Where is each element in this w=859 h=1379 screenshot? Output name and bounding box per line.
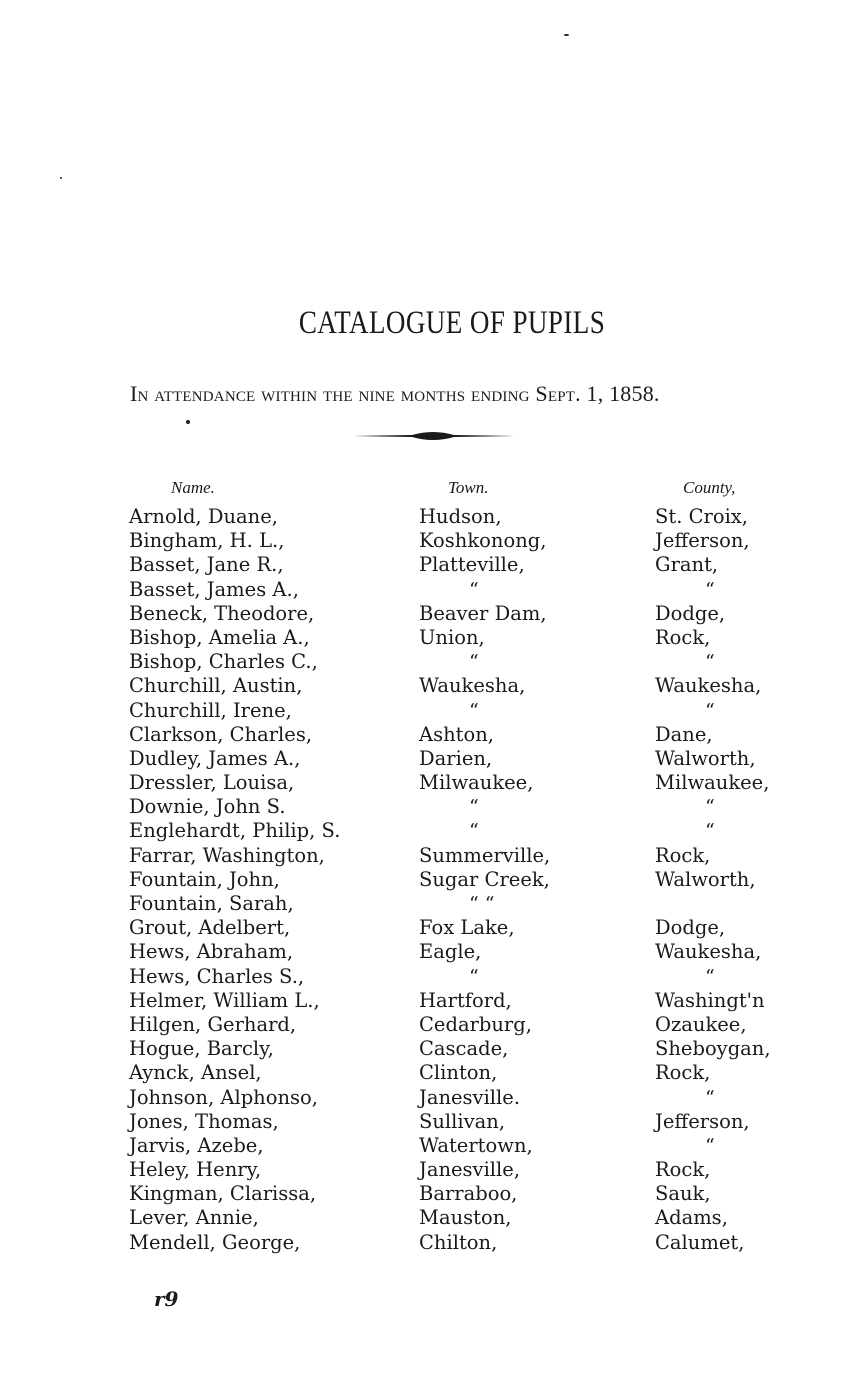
pupil-town: Cedarburg, — [419, 1012, 532, 1036]
pupil-county — [655, 1134, 771, 1158]
ditto-mark: “ — [705, 796, 715, 819]
pupil-town: Waukesha, — [419, 674, 526, 698]
pupil-town: Koshkonong, — [419, 529, 547, 553]
pupil-county — [655, 578, 771, 602]
ditto-mark: “ — [705, 651, 715, 674]
pupil-town: Beaver Dam, — [419, 601, 547, 625]
pupil-town: Ashton, — [419, 722, 494, 746]
pupil-name: Kingman, Clarissa, — [129, 1182, 317, 1206]
column-header-county: County, — [683, 478, 736, 497]
pupil-town — [419, 965, 550, 989]
pupil-county: Jefferson, — [655, 529, 750, 553]
pupil-county: Milwaukee, — [655, 771, 770, 795]
pupil-town: Janesville, — [419, 1158, 521, 1182]
ditto-mark: “ — [469, 699, 479, 722]
pupil-county: Jefferson, — [655, 1109, 750, 1133]
pupil-county: Walworth, — [655, 867, 756, 891]
pupil-town: Platteville, — [419, 553, 525, 577]
column-header-town: Town. — [448, 478, 489, 497]
pupil-town — [419, 699, 550, 723]
pupil-name: Farrar, Washington, — [129, 843, 325, 867]
ditto-mark: “ — [469, 820, 479, 843]
pupil-town-column — [419, 505, 550, 1255]
pupil-name: Jones, Thomas, — [129, 1109, 279, 1133]
pupil-town — [419, 795, 550, 819]
pupil-town: Mauston, — [419, 1206, 512, 1230]
pupil-town: Sugar Creek, — [419, 867, 550, 891]
pupil-county — [655, 965, 771, 989]
ditto-mark: “ — [705, 965, 715, 988]
pupil-name: Jarvis, Azebe, — [129, 1133, 264, 1157]
pupil-town: Cascade, — [419, 1037, 509, 1061]
ditto-mark: “ “ — [469, 893, 495, 915]
pupil-town: Barraboo, — [419, 1182, 518, 1206]
pupil-name: Aynck, Ansel, — [129, 1061, 262, 1085]
pupil-county: Rock, — [655, 1061, 711, 1085]
pupil-town: Watertown, — [419, 1133, 533, 1157]
pupil-county: Calumet, — [655, 1230, 745, 1254]
pupil-town: Hudson, — [419, 505, 502, 528]
pupil-name: Downie, John S. — [129, 795, 286, 819]
pupil-name: Bishop, Amelia A., — [129, 625, 310, 649]
pupil-name: Dudley, James A., — [129, 746, 301, 770]
pupil-name: Mendell, George, — [129, 1230, 301, 1254]
pupil-county: Walworth, — [655, 746, 756, 770]
pupil-county: Washingt'n — [655, 988, 765, 1012]
ditto-mark: “ — [705, 699, 715, 722]
pupil-name: Churchill, Irene, — [129, 698, 292, 722]
pupil-town — [419, 650, 550, 674]
pupil-name: Grout, Adelbert, — [129, 916, 291, 940]
pupil-name: Hogue, Barcly, — [129, 1037, 274, 1061]
pupil-county: Rock, — [655, 843, 711, 867]
pupil-name: Heley, Henry, — [129, 1158, 262, 1182]
pupil-county — [655, 650, 771, 674]
pupil-county — [655, 819, 771, 843]
ditto-mark: “ — [469, 965, 479, 988]
pupil-town: Union, — [419, 625, 485, 649]
pupil-county: Ozaukee, — [655, 1012, 747, 1036]
pupil-name: Lever, Annie, — [129, 1206, 259, 1230]
ditto-mark: “ — [469, 796, 479, 819]
pupil-town: Eagle, — [419, 940, 482, 964]
pupil-name: Clarkson, Charles, — [129, 722, 313, 746]
pupil-town: Darien, — [419, 746, 493, 770]
pupil-county: Grant, — [655, 553, 719, 577]
pupil-county: Dodge, — [655, 916, 726, 940]
pupil-county: Waukesha, — [655, 940, 762, 964]
pupil-county — [655, 892, 771, 916]
pupil-name: Englehardt, Philip, S. — [129, 819, 341, 843]
page-mark: r9 — [154, 1287, 179, 1311]
ink-speck — [564, 34, 569, 36]
pupil-town — [419, 578, 550, 602]
pupil-county — [655, 1086, 771, 1110]
pupil-town: Fox Lake, — [419, 916, 515, 940]
pupil-name: Dressler, Louisa, — [129, 771, 295, 795]
pupil-name: Johnson, Alphonso, — [129, 1085, 318, 1109]
pupil-town: Clinton, — [419, 1061, 498, 1085]
pupil-county: Waukesha, — [655, 674, 762, 698]
decorative-rule — [352, 428, 514, 444]
pupil-town: Hartford, — [419, 988, 512, 1012]
pupil-county: Rock, — [655, 1158, 711, 1182]
pupil-county — [655, 795, 771, 819]
pupil-name: Bishop, Charles C., — [129, 650, 318, 674]
pupil-town — [419, 892, 550, 916]
pupil-name: Beneck, Theodore, — [129, 601, 315, 625]
pupil-town: Summerville, — [419, 843, 551, 867]
ditto-mark: “ — [705, 578, 715, 601]
pupil-county: Adams, — [655, 1206, 728, 1230]
pupil-county: Dodge, — [655, 601, 726, 625]
pupil-county: St. Croix, — [655, 505, 749, 528]
pupil-name-column — [129, 505, 340, 1255]
pupil-name: Hilgen, Gerhard, — [129, 1012, 297, 1036]
pupil-town: Milwaukee, — [419, 771, 534, 795]
pupil-name: Fountain, John, — [129, 867, 280, 891]
ditto-mark: “ — [705, 1086, 715, 1109]
pupil-name: Helmer, William L., — [129, 988, 320, 1012]
pupil-town: Janesville. — [419, 1085, 521, 1109]
pupil-name: Basset, Jane R., — [129, 553, 284, 577]
pupil-county: Dane, — [655, 722, 713, 746]
pupil-town: Sullivan, — [419, 1109, 506, 1133]
pupil-town: Chilton, — [419, 1230, 498, 1254]
page-title: CATALOGUE OF PUPILS — [298, 305, 606, 341]
pupil-town — [419, 819, 550, 843]
ink-speck — [60, 177, 62, 179]
column-header-name: Name. — [171, 478, 215, 497]
pupil-name: Bingham, H. L., — [129, 529, 285, 553]
pupil-name: Hews, Abraham, — [129, 940, 294, 964]
pupil-county: Sheboygan, — [655, 1037, 771, 1061]
pupil-name: Hews, Charles S., — [129, 964, 305, 988]
pupil-county — [655, 699, 771, 723]
ditto-mark: “ — [705, 1134, 715, 1157]
pupil-name: Churchill, Austin, — [129, 674, 303, 698]
pupil-name: Arnold, Duane, — [129, 505, 278, 528]
pupil-name: Fountain, Sarah, — [129, 892, 294, 915]
pupil-name: Basset, James A., — [129, 577, 299, 601]
ditto-mark: “ — [469, 651, 479, 674]
ink-speck — [186, 420, 190, 424]
pupil-county: Sauk, — [655, 1182, 711, 1206]
ditto-mark: “ — [469, 578, 479, 601]
pupil-county-column — [655, 505, 771, 1255]
page-subtitle: In attendance within the nine months ending Sept. 1, 1858. — [130, 381, 660, 406]
ditto-mark: “ — [705, 820, 715, 843]
pupil-county: Rock, — [655, 625, 711, 649]
